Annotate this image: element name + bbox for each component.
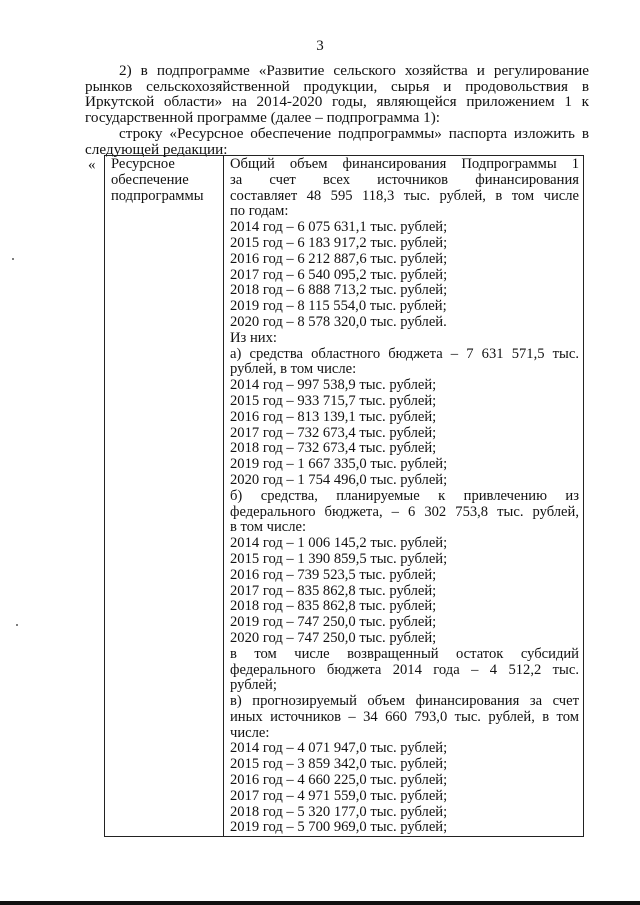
table-row [105, 156, 584, 837]
content-line: 2017 год – 835 862,8 тыс. рублей; [230, 582, 437, 599]
content-line: 2014 год – 997 538,9 тыс. рублей; [230, 377, 437, 394]
content-line: 2014 год – 6 075 631,1 тыс. рублей; [230, 219, 448, 236]
content-line: б) средства, планируемые к привлечению из [230, 487, 579, 504]
content-line: в) прогнозируемый объем финансирования за счет [230, 693, 579, 710]
content-line: 2018 год – 835 862,8 тыс. рублей; [230, 598, 437, 615]
scan-speck [16, 624, 18, 626]
content-line: 2017 год – 4 971 559,0 тыс. рублей; [230, 787, 448, 804]
intro-paragraph-1: 2) в подпрограмме «Развитие сельского хозяйства и регулирование рынков сельскохозяйственной продукции, сырья и продовольствия в Иркутской области» на 2014-2020 годы, являющейся приложением 1 к государственной программе (далее – подпрограмма 1): [85, 62, 589, 126]
content-line: 2015 год – 3 859 342,0 тыс. рублей; [230, 756, 448, 773]
content-line: 2016 год – 6 212 887,6 тыс. рублей; [230, 250, 448, 267]
content-line: 2014 год – 4 071 947,0 тыс. рублей; [230, 740, 448, 757]
intro-text [85, 63, 589, 157]
intro-paragraph-2: строку «Ресурсное обеспечение подпрограммы» паспорта изложить в следующей редакции: [85, 125, 589, 158]
content-line: в том числе возвращенный остаток субсидий [230, 645, 579, 662]
content-line: 2016 год – 4 660 225,0 тыс. рублей; [230, 772, 448, 789]
scan-speck [12, 258, 14, 260]
content-line: а) средства областного бюджета – 7 631 571,5 тыс. [230, 345, 579, 362]
page-number: 3 [316, 38, 324, 54]
scan-bottom-edge [0, 901, 640, 905]
content-line: Из них: [230, 329, 277, 346]
content-line: 2018 год – 6 888 713,2 тыс. рублей; [230, 282, 448, 299]
content-line: в том числе: [230, 519, 307, 536]
content-line: Общий объем финансирования Подпрограммы 1 [230, 156, 579, 172]
row-content-cell [224, 156, 584, 837]
content-line: 2016 год – 813 139,1 тыс. рублей; [230, 408, 437, 425]
content-line: 2018 год – 5 320 177,0 тыс. рублей; [230, 803, 448, 820]
content-line: 2020 год – 747 250,0 тыс. рублей; [230, 629, 437, 646]
content-line: за счет всех источников финансирования [230, 171, 579, 188]
content-line: по годам: [230, 203, 289, 220]
content-line: 2020 год – 8 578 320,0 тыс. рублей. [230, 313, 447, 330]
content-line: 2018 год – 732 673,4 тыс. рублей; [230, 440, 437, 457]
content-line: 2019 год – 5 700 969,0 тыс. рублей; [230, 819, 448, 836]
content-line: числе: [230, 724, 270, 741]
content-line: 2017 год – 6 540 095,2 тыс. рублей; [230, 266, 448, 283]
content-line: 2019 год – 1 667 335,0 тыс. рублей; [230, 456, 448, 473]
content-line: 2019 год – 8 115 554,0 тыс. рублей; [230, 298, 447, 315]
content-line: федерального бюджета 2014 года – 4 512,2 тыс. [230, 661, 579, 678]
resource-table [104, 155, 584, 837]
content-line: 2015 год – 6 183 917,2 тыс. рублей; [230, 234, 448, 251]
content-line: 2019 год – 747 250,0 тыс. рублей; [230, 614, 437, 631]
opening-quote-mark: « [88, 157, 96, 173]
content-line: 2020 год – 1 754 496,0 тыс. рублей; [230, 471, 448, 488]
content-line: 2015 год – 1 390 859,5 тыс. рублей; [230, 550, 448, 567]
content-line: иных источников – 34 660 793,0 тыс. рублей, в том [230, 708, 579, 725]
content-line: 2017 год – 732 673,4 тыс. рублей; [230, 424, 437, 441]
row-label-cell: Ресурсное обеспечение подпрограммы [105, 156, 224, 837]
content-line: составляет 48 595 118,3 тыс. рублей, в том числе [230, 187, 579, 204]
content-line: 2014 год – 1 006 145,2 тыс. рублей; [230, 535, 448, 552]
content-line: 2016 год – 739 523,5 тыс. рублей; [230, 566, 437, 583]
content-line: рублей, в том числе: [230, 361, 357, 378]
content-line: рублей; [230, 677, 277, 694]
content-line: 2015 год – 933 715,7 тыс. рублей; [230, 392, 437, 409]
content-line: федерального бюджета, – 6 302 753,8 тыс. рублей, [230, 503, 579, 520]
